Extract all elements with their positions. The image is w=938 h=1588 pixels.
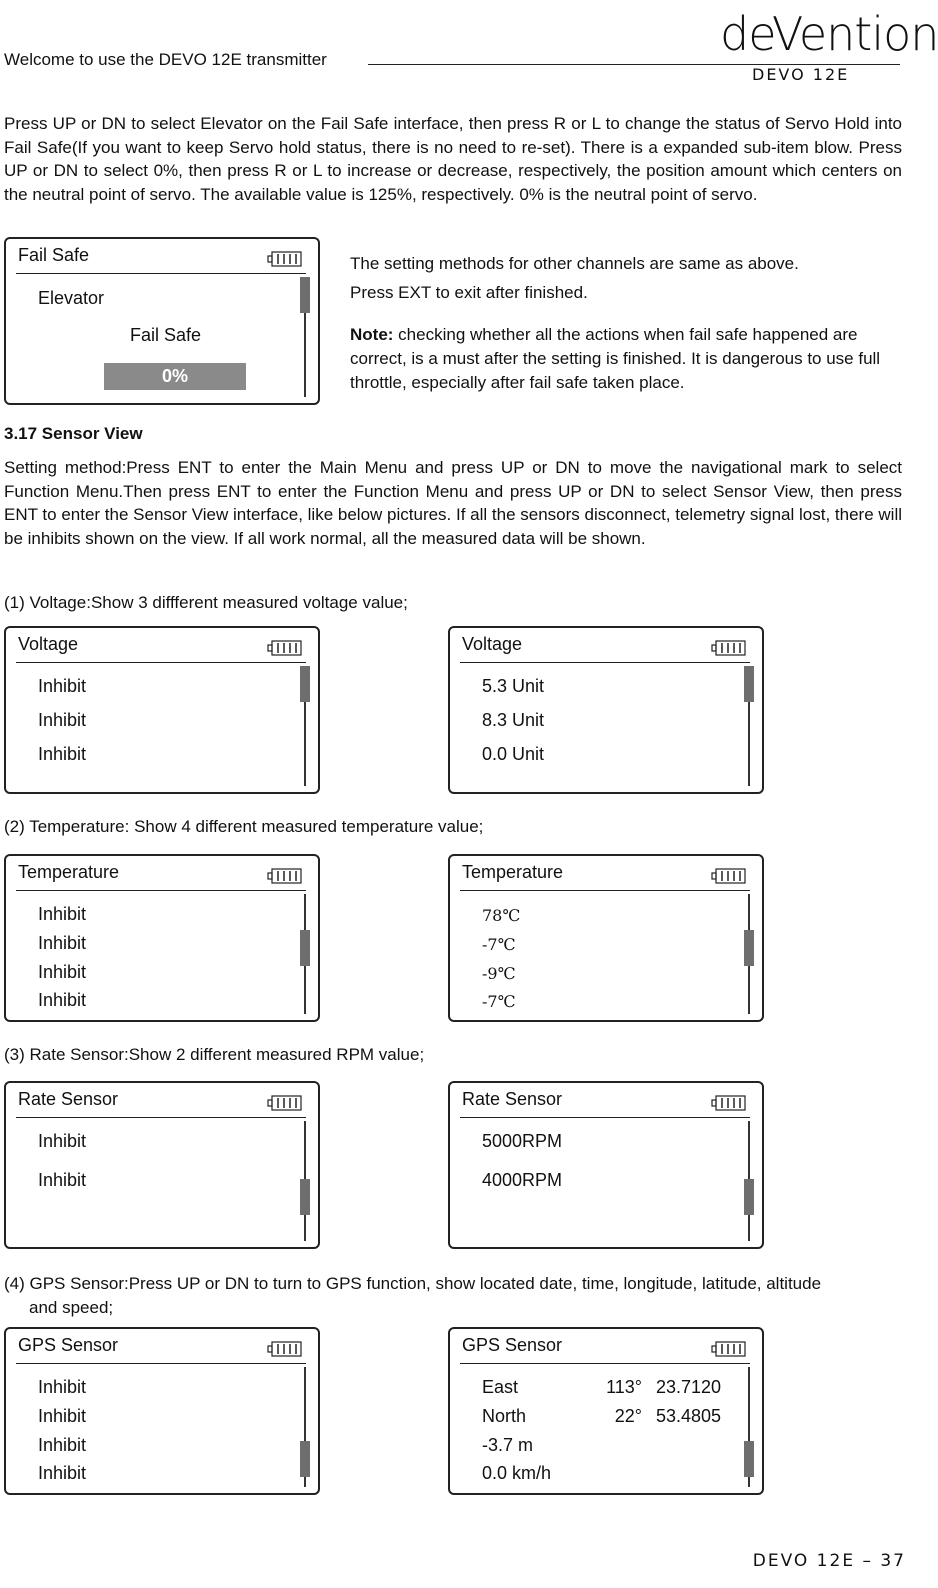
longitude-minutes: 23.7120 [656, 1377, 722, 1397]
list-item: Inhibit [38, 904, 87, 924]
list-item: Inhibit [38, 1463, 87, 1483]
list-item: Inhibit [38, 1377, 87, 1397]
list-item: Inhibit [38, 962, 87, 982]
latitude-minutes: 53.4805 [656, 1406, 722, 1426]
gps-screen-values [448, 1327, 764, 1495]
section-body: Setting method:Press ENT to enter the Main Menu and press UP or DN to move the navigational mark to select Function Menu.Then press ENT to enter the Function Menu and press UP or DN to select Sensor View, then press ENT to enter the Sensor View interface, like below pictures. If all the sensors disconnect, telemetry signal lost, there will be inhibits shown on the view. If all work normal, all the measured data will be shown. [4, 458, 902, 548]
voltage-screen-values [448, 626, 764, 794]
failsafe-screen [4, 237, 320, 405]
battery-icon [268, 1095, 302, 1111]
scrollbar-thumb[interactable] [300, 277, 310, 313]
temperature-value: -9℃ [482, 964, 516, 983]
value-field[interactable]: 0% [104, 363, 246, 390]
screen-title: Fail Safe [18, 245, 90, 265]
screen-title: GPS Sensor [462, 1335, 563, 1355]
screen-title: Temperature [18, 862, 120, 882]
list-item: Inhibit [38, 933, 87, 953]
voltage-value: 5.3 Unit [482, 676, 545, 696]
battery-icon [712, 1341, 746, 1357]
scrollbar-thumb[interactable] [744, 930, 754, 966]
screen-title: Rate Sensor [18, 1089, 119, 1109]
screen-title: Voltage [18, 634, 79, 654]
speed-value: 0.0 km/h [482, 1463, 552, 1483]
title-divider [460, 662, 750, 663]
voltage-value: 0.0 Unit [482, 744, 545, 764]
gps-caption-line2: and speed; [29, 1297, 114, 1317]
brand-model: DEVO 12E [752, 65, 850, 84]
battery-icon [268, 1341, 302, 1357]
scrollbar-thumb[interactable] [300, 930, 310, 966]
title-divider [460, 1363, 750, 1364]
header-title: Welcome to use the DEVO 12E transmitter [4, 50, 327, 69]
battery-icon [712, 868, 746, 884]
longitude-degrees: 113° [606, 1377, 642, 1397]
title-divider [460, 890, 750, 891]
rate-caption: (3) Rate Sensor:Show 2 different measured RPM value; [4, 1045, 425, 1064]
scrollbar-thumb[interactable] [744, 1179, 754, 1215]
list-item: Inhibit [38, 990, 87, 1010]
scrollbar-thumb[interactable] [300, 1441, 310, 1477]
screen-title: Voltage [462, 634, 523, 654]
latitude-label: North [482, 1406, 527, 1426]
rpm-value: 5000RPM [482, 1131, 563, 1151]
rpm-value: 4000RPM [482, 1170, 563, 1190]
rate-screen-values [448, 1081, 764, 1249]
battery-icon [268, 868, 302, 884]
temperature-value: -7℃ [482, 992, 516, 1011]
voltage-caption: (1) Voltage:Show 3 diffferent measured voltage value; [4, 593, 408, 612]
note-label: Note: [350, 325, 394, 344]
rate-screen-inhibit [4, 1081, 320, 1249]
altitude-value: -3.7 m [482, 1435, 534, 1455]
battery-icon [268, 640, 302, 656]
temperature-caption: (2) Temperature: Show 4 different measured temperature value; [4, 817, 484, 836]
battery-icon [712, 1095, 746, 1111]
list-item: Inhibit [38, 1170, 87, 1190]
longitude-label: East [482, 1377, 519, 1397]
list-item: Inhibit [38, 744, 87, 764]
note-text: checking whether all the actions when fail safe happened are correct, is a must after the setting is finished. It is dangerous to use full throttle, especially after fail safe taken place. [350, 325, 881, 392]
gps-screen-inhibit [4, 1327, 320, 1495]
temperature-value: -7℃ [482, 935, 516, 954]
brand-logo: deVention [720, 7, 938, 61]
title-divider [16, 1117, 306, 1118]
list-item: Inhibit [38, 676, 87, 696]
title-divider [16, 890, 306, 891]
side-note-2: Press EXT to exit after finished. [350, 283, 588, 302]
temperature-screen-values [448, 854, 764, 1022]
screen-title: Rate Sensor [462, 1089, 563, 1109]
list-item: Inhibit [38, 710, 87, 730]
title-divider [16, 273, 306, 274]
screen-title: GPS Sensor [18, 1335, 119, 1355]
title-divider [460, 1117, 750, 1118]
voltage-value: 8.3 Unit [482, 710, 545, 730]
scrollbar-thumb[interactable] [744, 666, 754, 702]
scrollbar-thumb[interactable] [300, 666, 310, 702]
side-note-1: The setting methods for other channels are same as above. [350, 254, 799, 273]
side-note-warning [350, 323, 900, 395]
list-item: Inhibit [38, 1131, 87, 1151]
status-value[interactable]: Fail Safe [130, 325, 202, 345]
voltage-screen-inhibit [4, 626, 320, 794]
menu-item-elevator[interactable]: Elevator [38, 288, 105, 308]
intro-paragraph: Press UP or DN to select Elevator on the Fail Safe interface, then press R or L to change the status of Servo Hold into Fail Safe(If you want to keep Servo hold status, there is no need to re-set). There is a expanded sub-item blow. Press UP or DN to select 0%, then press R or L to increase or decrease, respectively, the position amount which centers on the neutral point of servo. The available value is 125%, respectively. 0% is the neutral point of servo. [4, 114, 902, 204]
latitude-degrees: 22° [614, 1406, 642, 1426]
section-heading: 3.17 Sensor View [4, 424, 143, 443]
page-number: DEVO 12E – 37 [752, 1551, 906, 1571]
list-item: Inhibit [38, 1435, 87, 1455]
screen-title: Temperature [462, 862, 564, 882]
temperature-value: 78℃ [482, 906, 521, 925]
scrollbar-thumb[interactable] [300, 1179, 310, 1215]
gps-caption-line1: (4) GPS Sensor:Press UP or DN to turn to GPS function, show located date, time, longitude, latitude, altitude [4, 1274, 822, 1293]
title-divider [16, 662, 306, 663]
title-divider [16, 1363, 306, 1364]
battery-icon [712, 640, 746, 656]
list-item: Inhibit [38, 1406, 87, 1426]
battery-icon [268, 251, 302, 267]
scrollbar-thumb[interactable] [744, 1441, 754, 1477]
gps-caption [4, 1272, 902, 1319]
temperature-screen-inhibit [4, 854, 320, 1022]
